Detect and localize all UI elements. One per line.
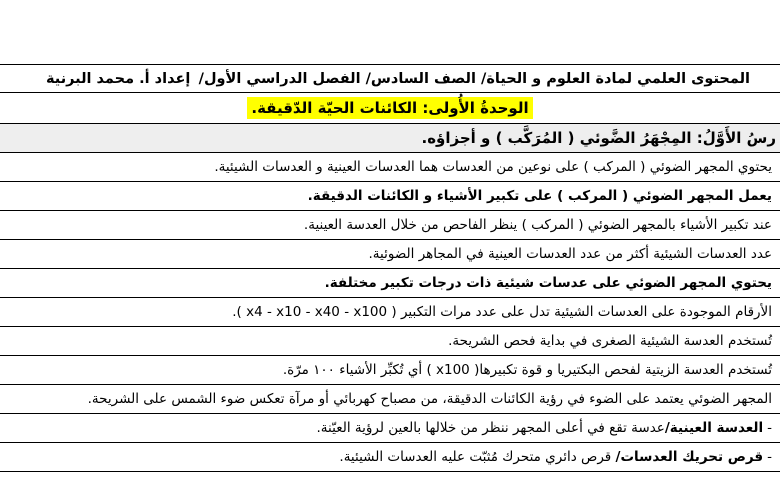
- definition-term: العدسة العينية/: [664, 420, 764, 436]
- fact-row: [0, 240, 780, 269]
- lesson-row: [0, 124, 780, 153]
- list-dash: -: [767, 420, 772, 436]
- list-dash: -: [767, 449, 772, 465]
- author-credit: إعداد أ. محمد البرنية: [46, 70, 191, 87]
- fact-text: يحتوي المجهر الضوئي على عدسات شيئية ذات درجات تكبير مختلفة.: [324, 275, 772, 291]
- fact-row: [0, 356, 780, 385]
- definition-row: [0, 443, 780, 472]
- fact-row: [0, 298, 780, 327]
- fact-row: [0, 153, 780, 182]
- definition-text: [339, 449, 772, 465]
- unit-title: الوحدةُ الأُولى: الكائنات الحيّة الدّقيقة.: [247, 97, 532, 119]
- content-table: [0, 64, 780, 472]
- document-title: المحتوى العلمي لمادة العلوم و الحياة/ الصف السادس/ الفصل الدراسي الأول/: [198, 70, 750, 87]
- unit-row: [0, 93, 780, 124]
- definition-row: [0, 414, 780, 443]
- lesson-title: رسُ الأَوَّلُ: المِجْهَرُ الضَّوئي ( المُرَكَّب ) و أجزاؤه.: [421, 129, 776, 147]
- fact-row: [0, 385, 780, 414]
- fact-row: [0, 269, 780, 298]
- fact-text: الأرقام الموجودة على العدسات الشيئية تدل على عدد مرات التكبير ( x4 - x10 - x40 - x100 ).: [232, 304, 772, 320]
- definition-text: [317, 420, 772, 436]
- fact-row: [0, 327, 780, 356]
- fact-text: يعمل المجهر الضوئي ( المركب ) على تكبير الأشياء و الكائنات الدقيقة.: [307, 188, 772, 204]
- fact-text: يحتوي المجهر الضوئي ( المركب ) على نوعين من العدسات هما العدسات العينية و العدسات الشيئية.: [214, 159, 772, 175]
- fact-text: المجهر الضوئي يعتمد على الضوء في رؤية الكائنات الدقيقة، من مصباح كهربائي أو مرآة تعكس ضوء الشمس على الشريحة.: [87, 391, 772, 407]
- fact-row: [0, 211, 780, 240]
- definition-term: قرص تحريك العدسات/: [615, 449, 764, 465]
- definition-body: قرص دائري متحرك مُثبّت عليه العدسات الشيئية.: [339, 449, 616, 465]
- fact-text: تُستخدم العدسة الزيتية لفحص البكتيريا و قوة تكبيرها( x100 ) أي تُكبِّر الأشياء ١٠٠ مرّة.: [282, 362, 772, 378]
- fact-text: عند تكبير الأشياء بالمجهر الضوئي ( المركب ) ينظر الفاحص من خلال العدسة العينية.: [303, 217, 772, 233]
- header-row: [0, 65, 780, 93]
- fact-text: تُستخدم العدسة الشيئية الصغرى في بداية فحص الشريحة.: [448, 333, 772, 349]
- fact-text: عدد العدسات الشيئية أكثر من عدد العدسات العينية في المجاهر الضوئية.: [368, 246, 772, 262]
- fact-row: [0, 182, 780, 211]
- definition-body: عدسة تقع في أعلى المجهر ننظر من خلالها بالعين لرؤية العيّنة.: [316, 420, 665, 436]
